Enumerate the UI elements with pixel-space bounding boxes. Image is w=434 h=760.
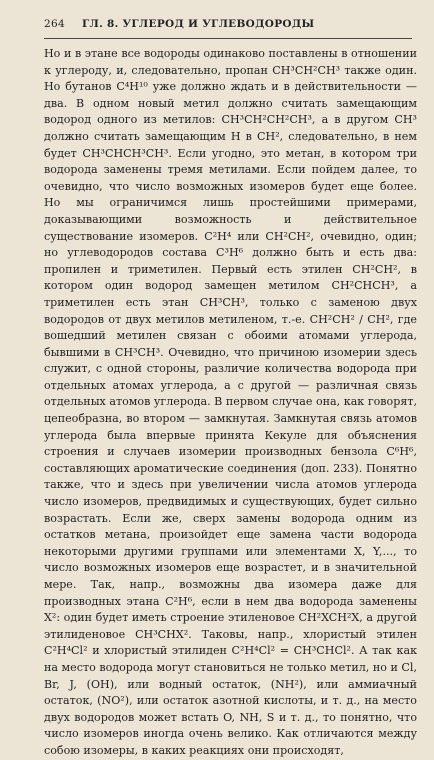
page-number: 264 [44, 18, 65, 30]
running-head: ГЛ. 8. УГЛЕРОД И УГЛЕВОДОРОДЫ [82, 18, 315, 30]
page-header [44, 18, 412, 36]
header-rule [44, 38, 412, 39]
paragraph: Но и в этане все водороды одинаково поставлены в отношении к углероду, и, следовательно, пропан CH³CH²CH³ также один. Но бутанов C⁴H¹⁰ уже должно ждать и в действительности — два. В одном новый метил должно считать замещающим водород одного из метилов: CH³CH²CH²CH³, а в другом CH³ должно считать замещающим H в CH², следовательно, в нем будет CH³CHCH³CH³. Если угодно, это метан, в котором три водорода заменены тремя метилами. Если пойдем далее, то очевидно, что число возможных изомеров будет еще более. Но мы ограничимся лишь простейшими примерами, доказывающими возможность и действительное существование изомеров. C²H⁴ или CH²CH², очевидно, один; но углеводородов состава C³H⁶ должно быть и есть два: пропилен и триметилен. Первый есть этилен CH²CH², в котором один водород замещен метилом CH²CHCH³, а триметилен есть этан CH³CH³, только с заменою двух водородов от двух метилов метиленом, т.-е. CH²CH² / CH², где вошедший метилен связан с обоими атомами углерода, бывшими в CH³CH³. Очевидно, что причиною изомерии здесь служит, с одной стороны, различие количества водорода при отдельных атомах углерода, а с другой — различная связь отдельных атомов углерода. В первом случае она, как говорят, цепеобразна, во втором — замкнутая. Замкнутая связь атомов углерода была впервые принята Кекуле для объяснения строения и случаев изомерии производных бензола C⁶H⁶, составляющих ароматические соединения (доп. 233). Понятно также, что и здесь при увеличении числа атомов углерода число изомеров, предвидимых и существующих, будет сильно возрастать. Если же, сверх замены водорода одним из остатков метана, произойдет еще замена части водорода некоторыми другими группами или элементами X, Y,..., то число возможных изомеров еще возрастет, и в значительной мере. Так, напр., возможны два изомера даже для производных этана C²H⁶, если в нем два водорода заменены X²: один будет иметь строение этиленовое CH²XCH²X, а другой этилиденовое CH³CHX². Таковы, напр., хлористый этилен C²H⁴Cl² и хлористый этилиден C²H⁴Cl² = CH³CHCl². А так как на место водорода могут становиться не только метил, но и Cl, Br, J, (OH), или водный остаток, (NH²), или аммиачный остаток, (NO²), или остаток азотной кислоты, и т. д., на место двух водородов может встать O, NH, S и т. д., то понятно, что число изомеров иногда очень велико. Как отличаются между собою изомеры, в каких реакциях они происходят, [44, 47, 417, 757]
body-text [44, 46, 417, 760]
